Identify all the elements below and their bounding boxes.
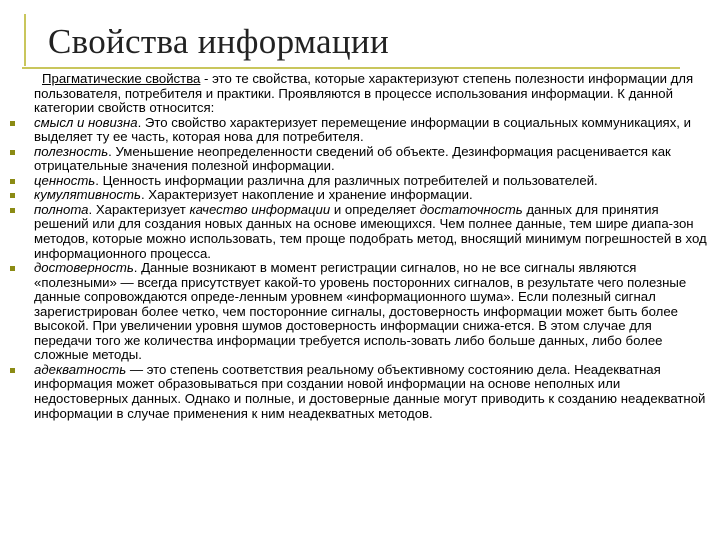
item-emphasis: качество информации: [189, 201, 331, 217]
item-text: . Характеризует: [88, 201, 190, 217]
square-bullet-icon: [10, 266, 15, 271]
item-term: адекватность: [34, 361, 127, 377]
item-text: . Характеризует накопление и хранение информации.: [140, 187, 473, 203]
item-text: . Уменьшение неопределенности сведений об объекте. Дезинформация расценивается как отрицательные значения полезной информации.: [34, 143, 671, 174]
list-item-value: [10, 174, 710, 189]
item-term: полезность: [34, 143, 109, 159]
item-term: смысл и новизна: [34, 114, 138, 130]
list-item-cumulativeness: [10, 188, 710, 203]
item-term: кумулятивность: [34, 187, 141, 203]
square-bullet-icon: [10, 150, 15, 155]
intro-paragraph: [10, 72, 710, 116]
list-item-adequacy: [10, 363, 710, 421]
item-term: достоверность: [34, 260, 134, 276]
item-text: — это степень соответствия реальному объективному состоянию дела. Неадекватная информация может образовываться при создании новой информации на основе неполных или недостоверных данных. Однако и полные, и достоверные данные могут приводить к созданию неадекватной информации в случае применения к ним неадекватных методов.: [34, 361, 706, 421]
item-text: данных для принятия решений или для создания новых данных на основе имеющихся. Чем полнее данные, тем шире диапа-зон методов, которые можно использовать, тем проще подобрать метод, вносящий минимум погрешностей в ход информационного процесса.: [34, 201, 707, 261]
intro-heading: Прагматические свойства: [42, 71, 201, 86]
square-bullet-icon: [10, 179, 15, 184]
item-text: . Это свойство характеризует перемещение информации в социальных коммуникациях, и выделяет ту ее часть, которая нова для потребителя.: [34, 114, 691, 145]
item-text: . Данные возникают в момент регистрации сигналов, но не все сигналы являются «полезными» — всегда присутствует какой-то уровень посторонних сигналов, в результате чего полезные данные сопровождаются опреде-ленным уровнем «информационного шума». Если полезный сигнал зарегистрирован более четко, чем посторонние сигналы, достоверность информации может быть более высокой. При увеличении уровня шумов достоверность информации снижа-ется. В этом случае для передачи того же количества информации требуется исполь-зовать либо больше данных, либо более сложные методы.: [34, 260, 687, 363]
intro-text: - это те свойства, которые характеризуют степень полезности информации для пользователя, потребителя и практики. Проявляются в процессе использования информации. К данной категории свойств относится:: [34, 71, 694, 116]
square-bullet-icon: [10, 208, 15, 213]
list-item-completeness: [10, 203, 710, 261]
title-horizontal-rule: [22, 67, 680, 69]
list-item-reliability: [10, 261, 710, 363]
property-list: [10, 116, 710, 421]
square-bullet-icon: [10, 121, 15, 126]
slide-title: Свойства информации: [48, 22, 389, 61]
item-term: ценность: [34, 172, 96, 188]
list-item-usefulness: [10, 145, 710, 174]
slide-body: [10, 72, 710, 421]
item-emphasis: достаточность: [419, 201, 523, 217]
title-vertical-rule: [24, 14, 26, 66]
list-item-meaning: [10, 116, 710, 145]
item-text: . Ценность информации различна для различных потребителей и пользователей.: [95, 172, 598, 188]
square-bullet-icon: [10, 368, 15, 373]
item-text: и определяет: [330, 201, 420, 217]
item-term: полнота: [34, 201, 89, 217]
square-bullet-icon: [10, 193, 15, 198]
